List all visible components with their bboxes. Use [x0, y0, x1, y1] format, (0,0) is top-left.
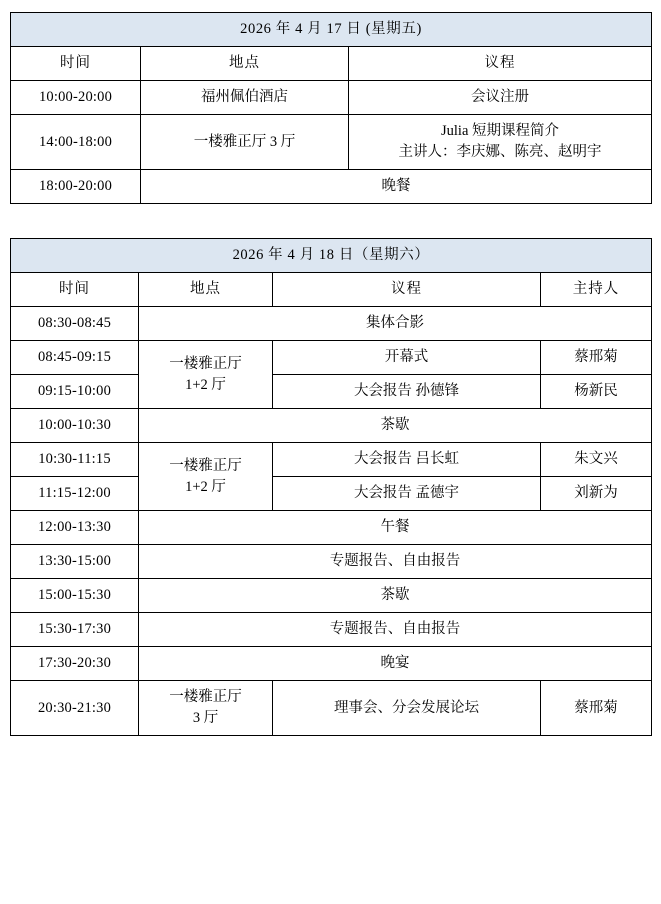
row-venue: [139, 681, 273, 736]
row-time: 10:30-11:15: [11, 443, 139, 477]
row-time: 11:15-12:00: [11, 477, 139, 511]
row-time: 13:30-15:00: [11, 545, 139, 579]
row-venue-line2: 1+2 厅: [185, 376, 226, 393]
table-row: [11, 409, 652, 443]
row-time: 12:00-13:30: [11, 511, 139, 545]
row-agenda: 晚餐: [141, 170, 652, 204]
column-header-time: 时间: [11, 273, 139, 307]
row-host: 杨新民: [541, 375, 652, 409]
row-agenda-line2: 主讲人：李庆娜、陈亮、赵明宇: [398, 144, 602, 161]
row-agenda: 大会报告 孟德宇: [273, 477, 541, 511]
table-title-row: [11, 239, 652, 273]
row-agenda: 大会报告 孙德锋: [273, 375, 541, 409]
day2-title: 2026 年 4 月 18 日（星期六）: [11, 239, 652, 273]
column-header-venue: 地点: [141, 47, 349, 81]
table-row: [11, 681, 652, 736]
row-time: 10:00-10:30: [11, 409, 139, 443]
row-agenda: 会议注册: [349, 81, 652, 115]
table-row: [11, 613, 652, 647]
row-venue-line2: 1+2 厅: [185, 478, 226, 495]
column-header-host: 主持人: [541, 273, 652, 307]
table-row: [11, 115, 652, 170]
table-row: [11, 545, 652, 579]
column-header-venue: 地点: [139, 273, 273, 307]
table-row: [11, 307, 652, 341]
row-agenda: 专题报告、自由报告: [139, 613, 652, 647]
row-agenda: 午餐: [139, 511, 652, 545]
table-row: [11, 81, 652, 115]
row-venue-line1: 一楼雅正厅: [169, 689, 242, 706]
row-venue: [139, 443, 273, 511]
row-venue-line1: 一楼雅正厅: [169, 355, 242, 372]
row-venue-line1: 一楼雅正厅: [169, 457, 242, 474]
row-time: 15:30-17:30: [11, 613, 139, 647]
row-agenda: [349, 115, 652, 170]
row-agenda: 理事会、分会发展论坛: [273, 681, 541, 736]
table-spacer: [10, 204, 651, 238]
table-row: [11, 477, 652, 511]
row-time: 08:45-09:15: [11, 341, 139, 375]
row-time: 09:15-10:00: [11, 375, 139, 409]
row-agenda: 晚宴: [139, 647, 652, 681]
row-venue: [139, 341, 273, 409]
table-row: [11, 579, 652, 613]
table-title-row: [11, 13, 652, 47]
row-agenda: 专题报告、自由报告: [139, 545, 652, 579]
table-header-row: [11, 273, 652, 307]
row-time: 10:00-20:00: [11, 81, 141, 115]
row-agenda: 集体合影: [139, 307, 652, 341]
row-time: 20:30-21:30: [11, 681, 139, 736]
day1-title: 2026 年 4 月 17 日 (星期五): [11, 13, 652, 47]
row-venue-line2: 3 厅: [192, 710, 219, 727]
table-row: [11, 170, 652, 204]
column-header-time: 时间: [11, 47, 141, 81]
row-venue: 福州佩伯酒店: [141, 81, 349, 115]
row-host: 刘新为: [541, 477, 652, 511]
row-agenda: 茶歇: [139, 409, 652, 443]
table-row: [11, 511, 652, 545]
row-agenda: 开幕式: [273, 341, 541, 375]
row-time: 08:30-08:45: [11, 307, 139, 341]
column-header-agenda: 议程: [273, 273, 541, 307]
table-row: [11, 375, 652, 409]
table-row: [11, 443, 652, 477]
column-header-agenda: 议程: [349, 47, 652, 81]
row-agenda: 大会报告 吕长虹: [273, 443, 541, 477]
schedule-table-day2: [10, 238, 652, 736]
row-time: 17:30-20:30: [11, 647, 139, 681]
row-venue: 一楼雅正厅 3 厅: [141, 115, 349, 170]
row-time: 18:00-20:00: [11, 170, 141, 204]
row-agenda: 茶歇: [139, 579, 652, 613]
table-header-row: [11, 47, 652, 81]
table-row: [11, 647, 652, 681]
row-host: 朱文兴: [541, 443, 652, 477]
row-time: 15:00-15:30: [11, 579, 139, 613]
row-time: 14:00-18:00: [11, 115, 141, 170]
row-agenda-line1: Julia 短期课程简介: [441, 123, 560, 140]
schedule-table-day1: [10, 12, 652, 204]
row-host: 蔡邢菊: [541, 341, 652, 375]
row-host: 蔡邢菊: [541, 681, 652, 736]
table-row: [11, 341, 652, 375]
